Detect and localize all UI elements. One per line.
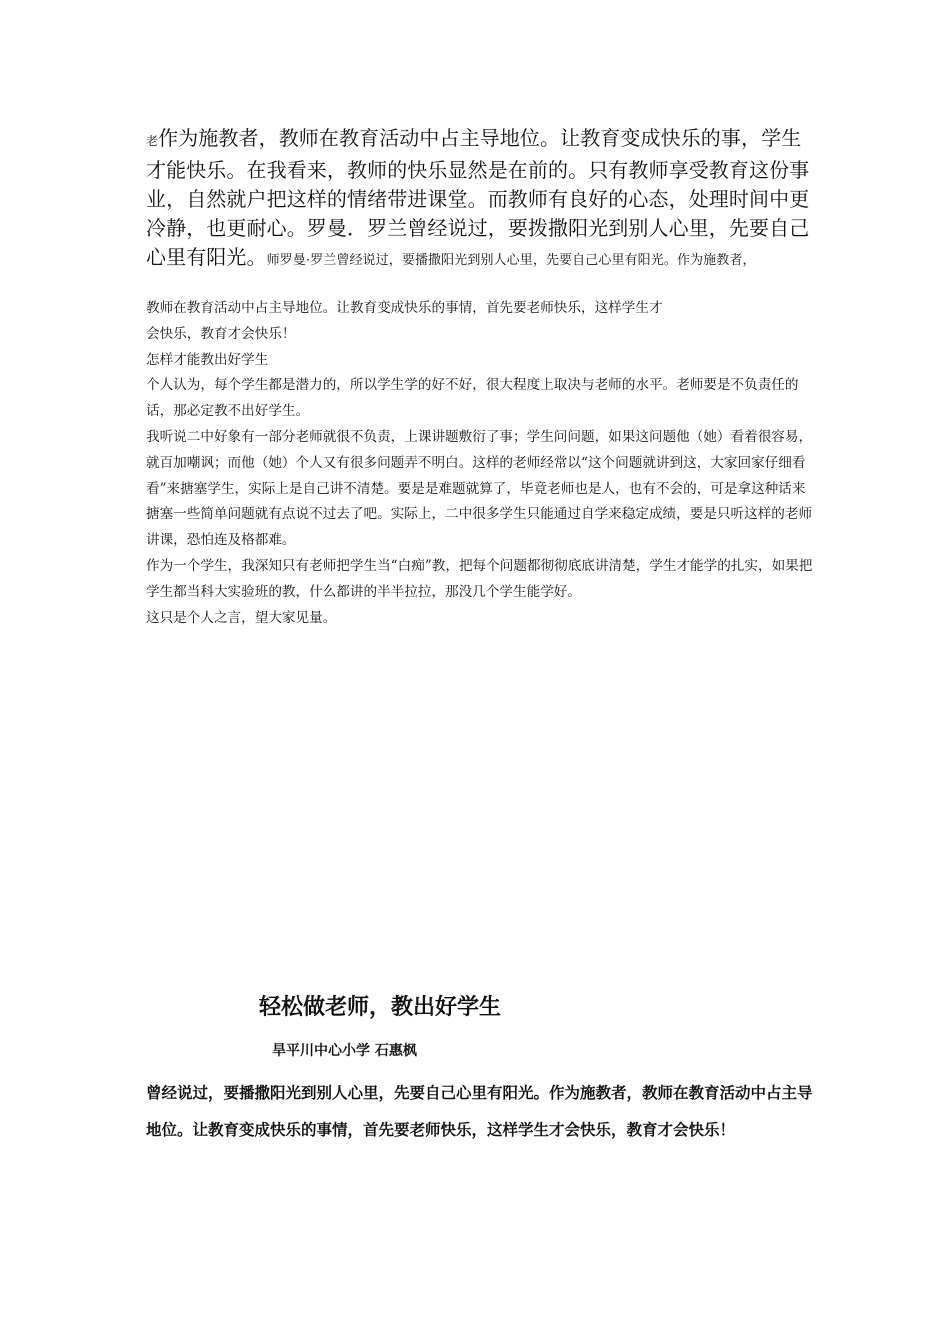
body-text: [146, 296, 814, 631]
intro-paragraph: [146, 124, 814, 272]
body-paragraph: 我听说二中好象有一部分老师就很不负责，上课讲题敷衍了事；学生问问题，如果这问题他（她）看着很容易，就百加嘲讽；而他（她）个人又有很多问题弄不明白。这样的老师经常以“这个问题就讲到这，大家回家仔细看看”来搪塞学生，实际上是自己讲不清楚。要是是难题就算了，毕竟老师也是人，也有不会的，可是拿这种话来搪塞一些简单问题就有点说不过去了吧。实际上，二中很多学生只能通过自学来稳定成绩，要是只听这样的老师讲课，恐怕连及格都难。: [146, 428, 813, 549]
body-paragraph: 这只是个人之言，望大家见量。: [146, 609, 337, 626]
article-title: 轻松做老师，教出好学生: [259, 995, 502, 1020]
intro-small-text: 师罗曼·罗兰曾经说过，要播撒阳光到别人心里，先要自己心里有阳光。作为施教者，: [266, 253, 756, 268]
intro-prefix: 老: [146, 134, 159, 148]
article-author: 旱平川中心小学 石惠枫: [272, 1043, 417, 1059]
body-paragraph: 教师在教育活动中占主导地位。让教育变成快乐的事情，首先要老师快乐，这样学生才: [146, 300, 663, 316]
body-paragraph: 个人认为，每个学生都是潜力的，所以学生学的好不好，很大程度上取决与老师的水平。老师要是不负责任的话，那必定教不出好学生。: [146, 377, 799, 420]
body-paragraph: 会快乐，教育才会快乐！: [146, 325, 296, 342]
intro-large-text: 作为施教者，教师在教育活动中占主导地位。让教育变成快乐的事，学生才能快乐。在我看来，教师的快乐显然是在前的。只有教师享受教育这份事业，自然就户把这样的情绪带进课堂。而教师有良好的心态，处理时间中更冷静，也更耐心。罗曼．罗兰曾经说过，要拨撒阳光到别人心里，先要自己心里有阳光。: [146, 126, 810, 269]
body-paragraph: 作为一个学生，我深知只有老师把学生当“白痴”教，把每个问题都彻彻底底讲清楚，学生才能学的扎实，如果把学生都当科大实验班的教，什么都讲的半半拉拉，那没几个学生能学好。: [146, 557, 813, 600]
section-heading: 怎样才能教出好学生: [146, 351, 269, 368]
closing-paragraph: 曾经说过，要播撒阳光到别人心里，先要自己心里有阳光。作为施教者，教师在教育活动中占主导地位。让教育变成快乐的事情，首先要老师快乐，这样学生才会快乐，教育才会快乐！: [146, 1084, 813, 1139]
